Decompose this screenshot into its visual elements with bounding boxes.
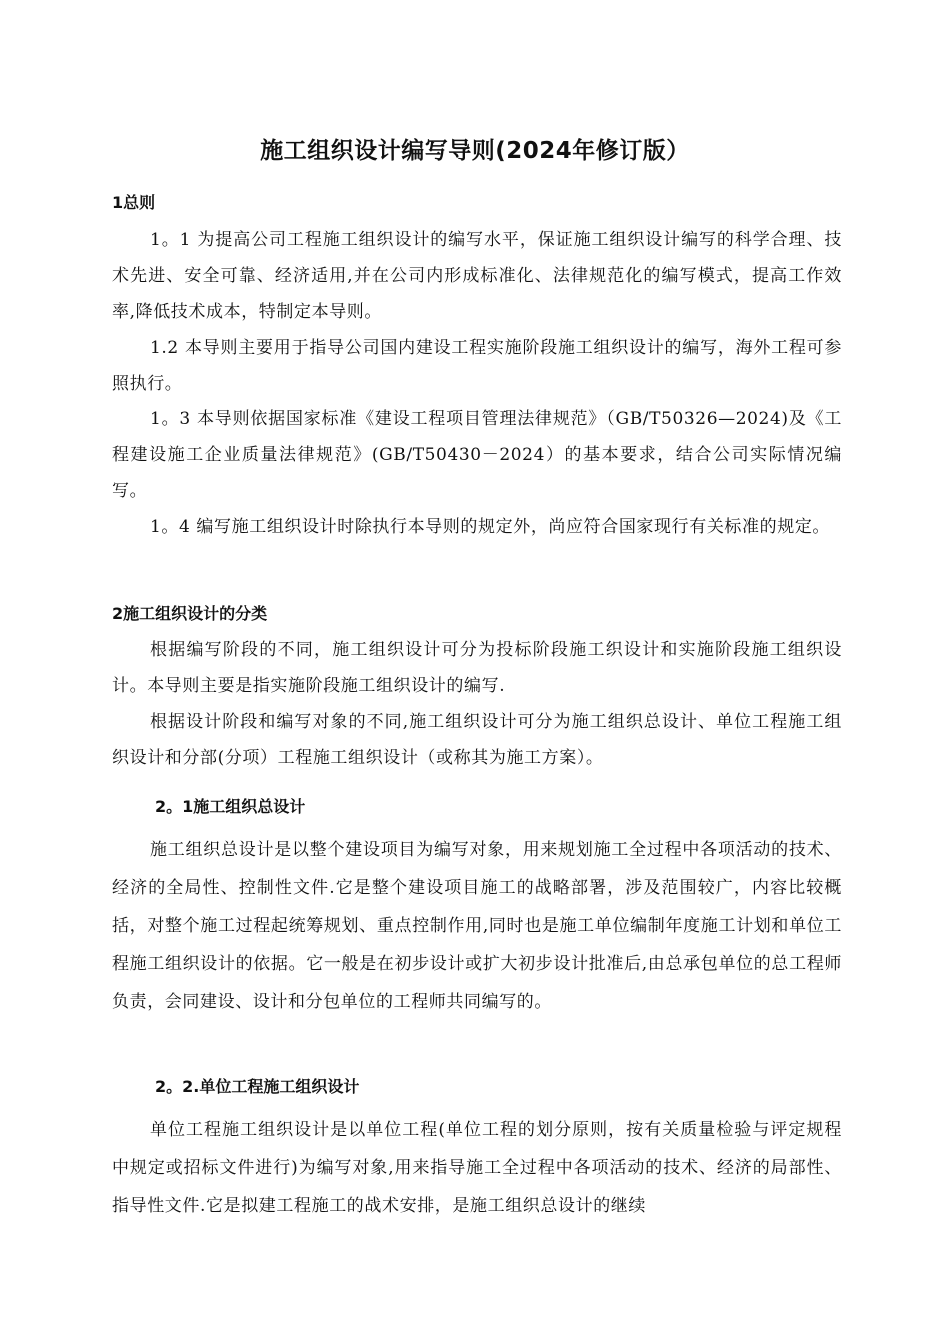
section-heading-general: 1总则 bbox=[112, 193, 156, 212]
paragraph-1-2: 1.2 本导则主要用于指导公司国内建设工程实施阶段施工组织设计的编写，海外工程可参照执行。 bbox=[112, 338, 842, 394]
subsection-heading-2-2: 2。2.单位工程施工组织设计 bbox=[155, 1077, 360, 1096]
paragraph-2-2: 单位工程施工组织设计是以单位工程(单位工程的划分原则，按有关质量检验与评定规程中规定或招标文件进行)为编写对象,用来指导施工全过程中各项活动的技术、经济的局部性、指导性文件.它是拟建工程施工的战术安排，是施工组织总设计的继续 bbox=[112, 1120, 842, 1216]
paragraph-2-1: 施工组织总设计是以整个建设项目为编写对象，用来规划施工全过程中各项活动的技术、经济的全局性、控制性文件.它是整个建设项目施工的战略部署，涉及范围较广，内容比较概括，对整个施工过程起统筹规划、重点控制作用,同时也是施工单位编制年度施工计划和单位工程施工组织设计的依据。它一般是在初步设计或扩大初步设计批准后,由总承包单位的总工程师负责，会同建设、设计和分包单位的工程师共同编写的。 bbox=[112, 840, 842, 1012]
subsection-heading-2-1: 2。1施工组织总设计 bbox=[155, 797, 306, 816]
document-title: 施工组织设计编写导则(2024年修订版） bbox=[260, 138, 690, 164]
paragraph-2-b: 根据设计阶段和编写对象的不同,施工组织设计可分为施工组织总设计、单位工程施工组织设计和分部(分项）工程施工组织设计（或称其为施工方案）。 bbox=[112, 712, 842, 768]
paragraph-1-4: 1。4 编写施工组织设计时除执行本导则的规定外，尚应符合国家现行有关标准的规定。 bbox=[150, 517, 831, 537]
paragraph-1-3: 1。3 本导则依据国家标准《建设工程项目管理法律规范》（GB/T50326—2024)及《工程建设施工企业质量法律规范》(GB/T50430－2024）的基本要求，结合公司实际情况编写。 bbox=[112, 409, 842, 501]
paragraph-2-a: 根据编写阶段的不同，施工组织设计可分为投标阶段施工织设计和实施阶段施工组织设计。本导则主要是指实施阶段施工组织设计的编写. bbox=[112, 640, 842, 696]
paragraph-1-1: 1。1 为提高公司工程施工组织设计的编写水平，保证施工组织设计编写的科学合理、技术先进、安全可靠、经济适用,并在公司内形成标准化、法律规范化的编写模式，提高工作效率,降低技术成本，特制定本导则。 bbox=[112, 230, 842, 322]
section-heading-classification: 2施工组织设计的分类 bbox=[112, 604, 268, 623]
